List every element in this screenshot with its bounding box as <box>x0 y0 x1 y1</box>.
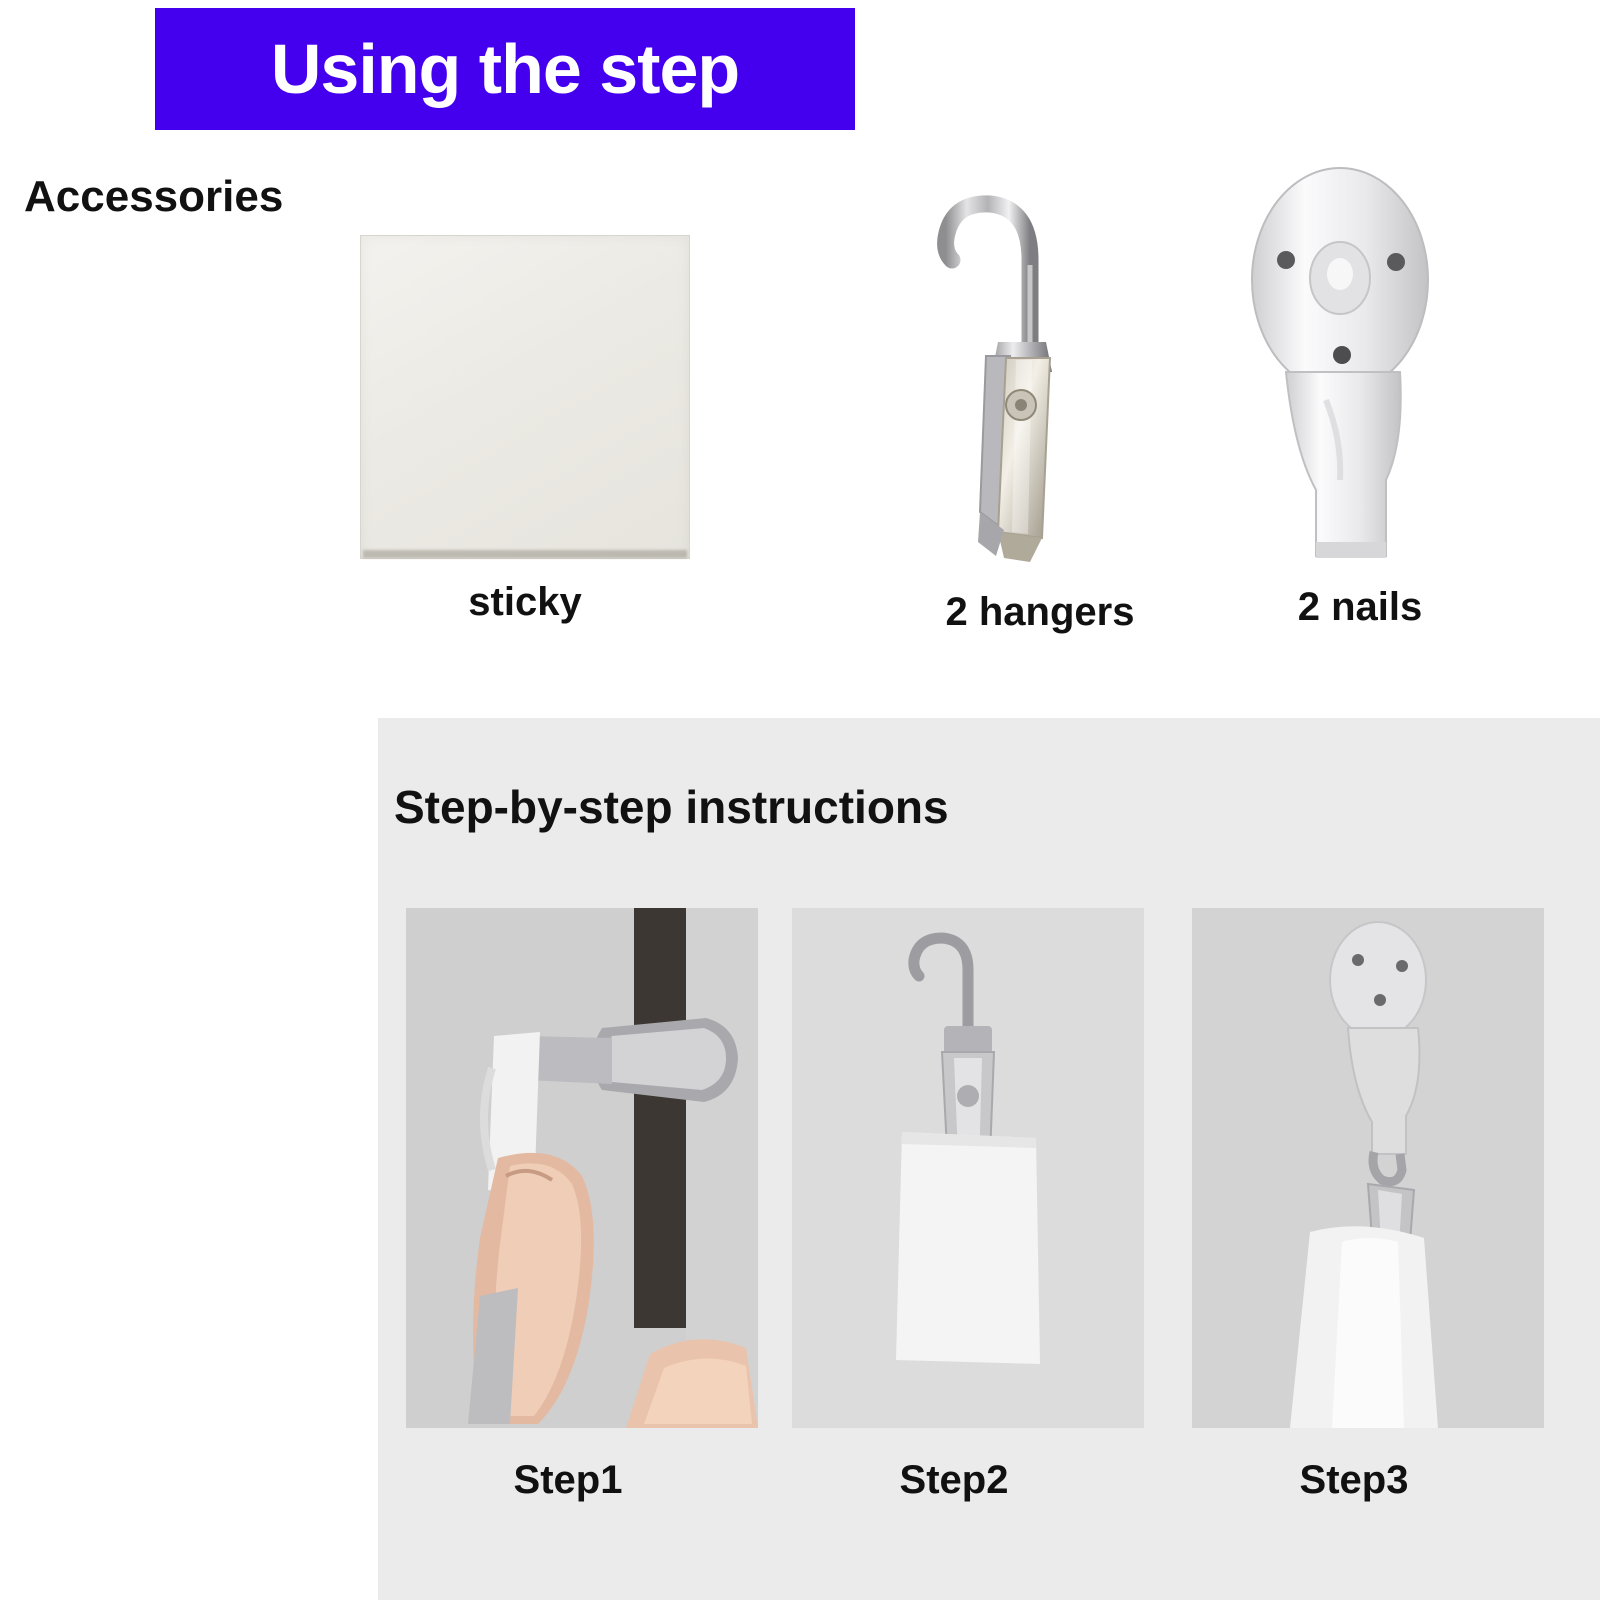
title-banner <box>155 8 855 130</box>
adhesive-pad-icon <box>360 235 690 559</box>
steps-section <box>378 718 1600 1600</box>
accessories-row <box>0 150 1600 690</box>
peel-sticker-hand-photo <box>406 908 758 1428</box>
adhesive-nail-hook-icon <box>1190 150 1530 590</box>
step-caption-3: Step3 <box>1299 1458 1409 1502</box>
step-image-1 <box>406 908 758 1428</box>
hanger-clip-icon <box>880 160 1200 590</box>
steps-section-heading: Step-by-step instructions <box>394 781 949 833</box>
clip-holding-paper-photo <box>792 908 1144 1428</box>
accessories-section-label: Accessories <box>24 172 284 221</box>
hook-with-clip-mounted-photo <box>1192 908 1544 1428</box>
accessory-caption-sticky: sticky <box>468 580 582 624</box>
accessory-caption-hangers: 2 hangers <box>945 590 1135 634</box>
step-caption-2: Step2 <box>899 1458 1009 1502</box>
accessory-caption-nails: 2 nails <box>1297 585 1423 629</box>
accessory-item-sticky <box>330 235 720 624</box>
page-title: Using the step <box>270 30 740 108</box>
step-image-2 <box>792 908 1144 1428</box>
steps-card-row <box>392 908 1592 1428</box>
accessory-item-hangers <box>880 160 1200 660</box>
accessory-item-nails <box>1190 150 1530 650</box>
step-caption-1: Step1 <box>513 1458 623 1502</box>
step-image-3 <box>1192 908 1544 1428</box>
